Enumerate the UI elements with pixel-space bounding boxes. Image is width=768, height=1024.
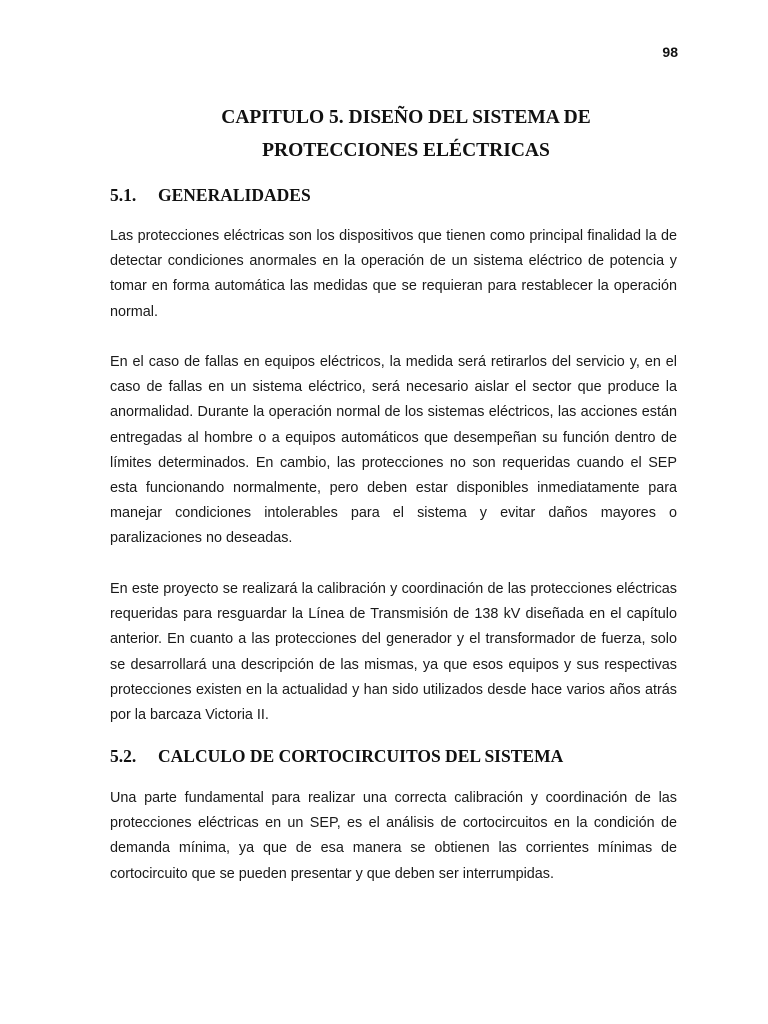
paragraph: En este proyecto se realizará la calibración y coordinación de las protecciones eléctricas requeridas para resguardar la Línea de Transmisión de 138 kV diseñada en el capítulo anterior. En cuanto a las protecciones del generador y el transformador de fuerza, solo se desarrollará una descripción de las mismas, ya que esos equipos y sus respectivas protecciones existen en la actualidad y han sido utilizados desde hace varios años atrás por la barcaza Victoria II. bbox=[110, 581, 677, 724]
section-heading-5-1 bbox=[110, 184, 680, 206]
paragraph: Las protecciones eléctricas son los dispositivos que tienen como principal finalidad la de detectar condiciones anormales en la operación de un sistema eléctrico de potencia y tomar en forma automática las medidas que se requieran para restablecer la operación normal. bbox=[110, 228, 677, 320]
section-number: 5.2. bbox=[110, 746, 137, 766]
chapter-title bbox=[110, 101, 702, 167]
section-heading-5-2 bbox=[110, 745, 680, 767]
chapter-title-line-2: PROTECCIONES ELÉCTRICAS bbox=[262, 140, 550, 161]
section-title: GENERALIDADES bbox=[158, 185, 311, 205]
page-number: 98 bbox=[662, 44, 678, 60]
section-title: CALCULO DE CORTOCIRCUITOS DEL SISTEMA bbox=[158, 746, 564, 766]
section-number: 5.1. bbox=[110, 185, 137, 205]
chapter-title-line-1: CAPITULO 5. DISEÑO DEL SISTEMA DE bbox=[221, 107, 591, 128]
paragraph: En el caso de fallas en equipos eléctricos, la medida será retirarlos del servicio y, en el caso de fallas en un sistema eléctrico, será necesario aislar el sector que produce la anormalidad. Durante la operación normal de los sistemas eléctricos, las acciones están entregadas al hombre o a equipos automáticos que desempeñan su función dentro de límites determinados. En cambio, las protecciones no son requeridas cuando el SEP esta funcionando normalmente, pero deben estar disponibles inmediatamente para manejar condiciones intolerables para el sistema y evitar daños mayores o paralizaciones no deseadas. bbox=[110, 354, 677, 547]
paragraph: Una parte fundamental para realizar una correcta calibración y coordinación de las protecciones eléctricas en un SEP, es el análisis de cortocircuitos en la condición de demanda mínima, ya que de esa manera se obtienen las corrientes mínimas de cortocircuito que se pueden presentar y que deben ser interrumpidas. bbox=[110, 790, 677, 882]
